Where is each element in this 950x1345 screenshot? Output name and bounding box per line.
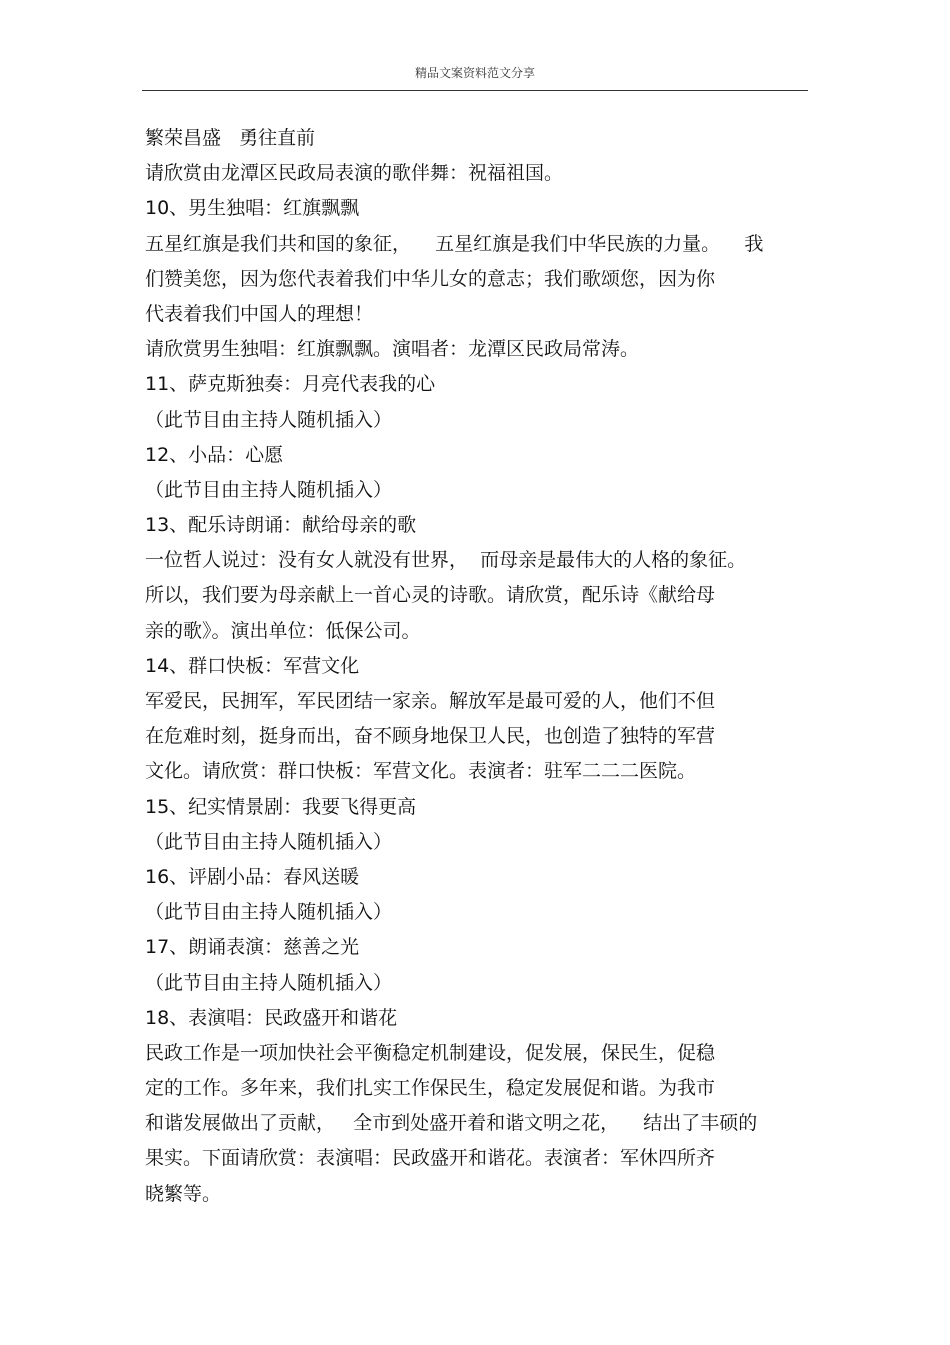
text-line: 请欣赏由龙潭区民政局表演的歌伴舞：祝福祖国。 — [145, 162, 564, 185]
page-header: 精品文案资料范文分享 — [414, 66, 535, 80]
text-line: （此节目由主持人随机插入） — [145, 408, 393, 431]
text-line: 请欣赏男生独唱：红旗飘飘。演唱者：龙潭区民政局常涛。 — [145, 338, 640, 361]
text-line: 13、配乐诗朗诵：献给母亲的歌 — [145, 514, 417, 537]
text-line: 军爱民，民拥军，军民团结一家亲。解放军是最可爱的人，他们不但 — [145, 690, 716, 712]
text-line: 在危难时刻，挺身而出，奋不顾身地保卫人民，也创造了独特的军营 — [145, 725, 716, 748]
text-line: （此节目由主持人随机插入） — [145, 901, 393, 924]
text-line: 繁荣昌盛 勇往直前 — [145, 127, 316, 149]
document-body — [145, 121, 809, 1212]
text-line: 五星红旗是我们共和国的象征， 五星红旗是我们中华民族的力量。 我 — [145, 232, 764, 255]
text-line: 18、表演唱：民政盛开和谐花 — [145, 1006, 398, 1029]
text-line: 一位哲人说过：没有女人就没有世界， 而母亲是最伟大的人格的象征。 — [145, 549, 747, 572]
text-line: 12、小品：心愿 — [145, 443, 284, 466]
text-line: （此节目由主持人随机插入） — [145, 971, 393, 994]
text-line: 们赞美您，因为您代表着我们中华儿女的意志；我们歌颂您，因为你 — [145, 267, 716, 290]
text-line: 和谐发展做出了贡献， 全市到处盛开着和谐文明之花， 结出了丰硕的 — [145, 1112, 758, 1135]
text-line: 民政工作是一项加快社会平衡稳定机制建设，促发展，保民生，促稳 — [145, 1041, 716, 1064]
text-line: 亲的歌》。演出单位：低保公司。 — [145, 619, 421, 642]
text-line: 10、男生独唱：红旗飘飘 — [145, 197, 360, 220]
text-line: 果实。下面请欣赏：表演唱：民政盛开和谐花。表演者：军休四所齐 — [145, 1147, 716, 1170]
text-line: 定的工作。多年来，我们扎实工作保民生，稳定发展促和谐。为我市 — [145, 1077, 716, 1100]
text-line: 晓繁等。 — [145, 1182, 222, 1205]
text-line: 所以，我们要为母亲献上一首心灵的诗歌。请欣赏，配乐诗《献给母 — [145, 584, 716, 607]
text-line: 14、群口快板：军营文化 — [145, 654, 360, 677]
text-line: 代表着我们中国人的理想！ — [145, 302, 374, 325]
header-divider — [142, 90, 808, 91]
text-line: 16、评剧小品：春风送暖 — [145, 865, 360, 888]
text-line: 文化。请欣赏：群口快板：军营文化。表演者：驻军二二二医院。 — [145, 760, 697, 783]
text-line: （此节目由主持人随机插入） — [145, 478, 393, 501]
text-line: 11、萨克斯独奏：月亮代表我的心 — [145, 373, 436, 396]
text-line: 15、纪实情景剧：我要飞得更高 — [145, 795, 417, 818]
text-line: （此节目由主持人随机插入） — [145, 830, 393, 853]
text-line: 17、朗诵表演：慈善之光 — [145, 936, 360, 959]
